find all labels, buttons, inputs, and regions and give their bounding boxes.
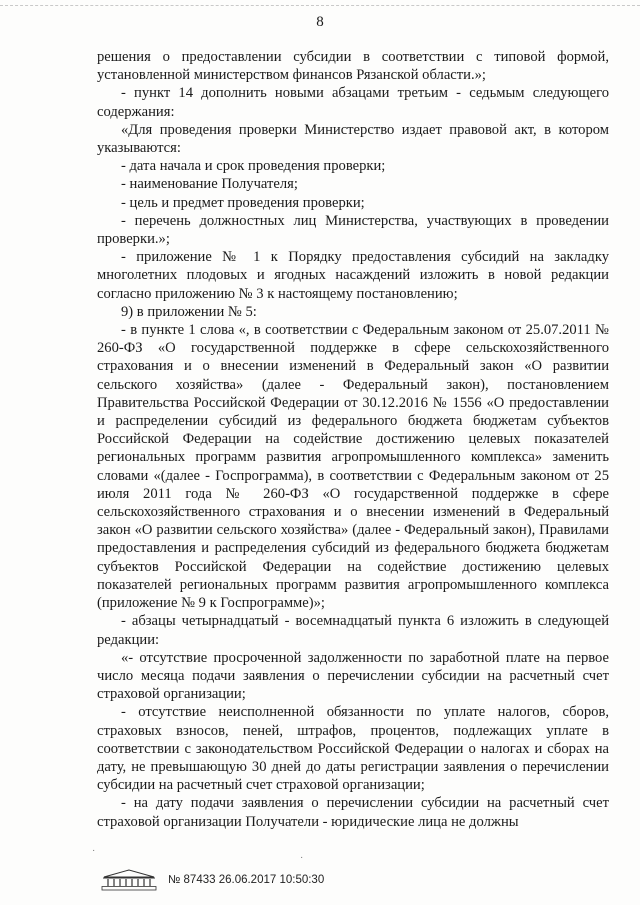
paragraph: «- отсутствие просроченной задолженности по заработной плате на первое число месяца подачи заявления о перечислении субсидии на расчетный счет страховой организации; [97,649,609,703]
paragraph: решения о предоставлении субсидии в соответствии с типовой формой, установленной министерством финансов Рязанской области.»; [97,49,609,84]
page-number: 8 [316,14,324,30]
stamp-number-datetime: № 87433 26.06.2017 10:50:30 [168,874,325,886]
list-item: - дата начала и срок проведения проверки; [121,158,386,175]
paragraph: «Для проведения проверки Министерство издает правовой акт, в котором указываются: [97,121,609,157]
scan-speck: · [300,852,304,863]
paragraph: - приложение № 1 к Порядку предоставления субсидий на закладку многолетних плодовых и ягодных насаждений изложить в новой редакции согласно приложению № 3 к настоящему постановлению; [97,249,609,302]
paragraph: - отсутствие неисполненной обязанности по уплате налогов, сборов, страховых взносов, пеней, штрафов, процентов, подлежащих уплате в соответствии с законодательством Российской Федерации о налогах и сборах на дату, не превышающую 30 дней до даты регистрации заявления о перечислении субсидии на расчетный счет страховой организации; [97,704,609,794]
document-body [97,48,609,831]
list-item: - перечень должностных лиц Министерства, участвующих в проведении проверки.»; [97,212,609,248]
paragraph: 9) в приложении № 5: [121,303,257,320]
list-item: - цель и предмет проведения проверки; [121,194,365,211]
building-seal-icon [100,869,158,891]
paragraph: - на дату подачи заявления о перечислении субсидии на расчетный счет страховой организации Получатели - юридические лица не должны [97,795,609,830]
paragraph: - абзацы четырнадцатый - восемнадцатый пункта 6 изложить в следующей редакции: [97,613,609,648]
paragraph: - в пункте 1 слова «, в соответствии с Федеральным законом от 25.07.2011 № 260-ФЗ «О государственной поддержке в сфере сельскохозяйственного страхования и о внесении изменений в Федеральный закон «О развитии сельского хозяйства» (далее - Федеральный закон), постановлением Правительства Российской Федерации от 30.12.2016 № 1556 «О предоставлении и распределении субсидий из федерального бюджета бюджетам субъектов Российской Федерации на содействие достижению целевых показателей региональных программ развития агропромышленного комплекса» заменить словами «(далее - Госпрограмма), в соответствии с Федеральным законом от 25 июля 2011 года № 260-ФЗ «О государственной поддержке в сфере сельскохозяйственного страхования и о внесении изменений в Федеральный закон «О развитии сельского хозяйства» (далее - Федеральный закон), Правилами предоставления и распределения субсидий из федерального бюджета бюджетам субъектов Российской Федерации на содействие достижению целевых показателей региональных программ развития агропромышленного комплекса (приложение № 9 к Госпрограмме)»; [97,322,609,612]
scan-speck: · [92,845,96,856]
paragraph: - пункт 14 дополнить новыми абзацами третьим - седьмым следующего содержания: [97,85,609,120]
registration-stamp [100,868,324,892]
scan-top-border [0,5,640,6]
list-item: - наименование Получателя; [121,176,298,193]
